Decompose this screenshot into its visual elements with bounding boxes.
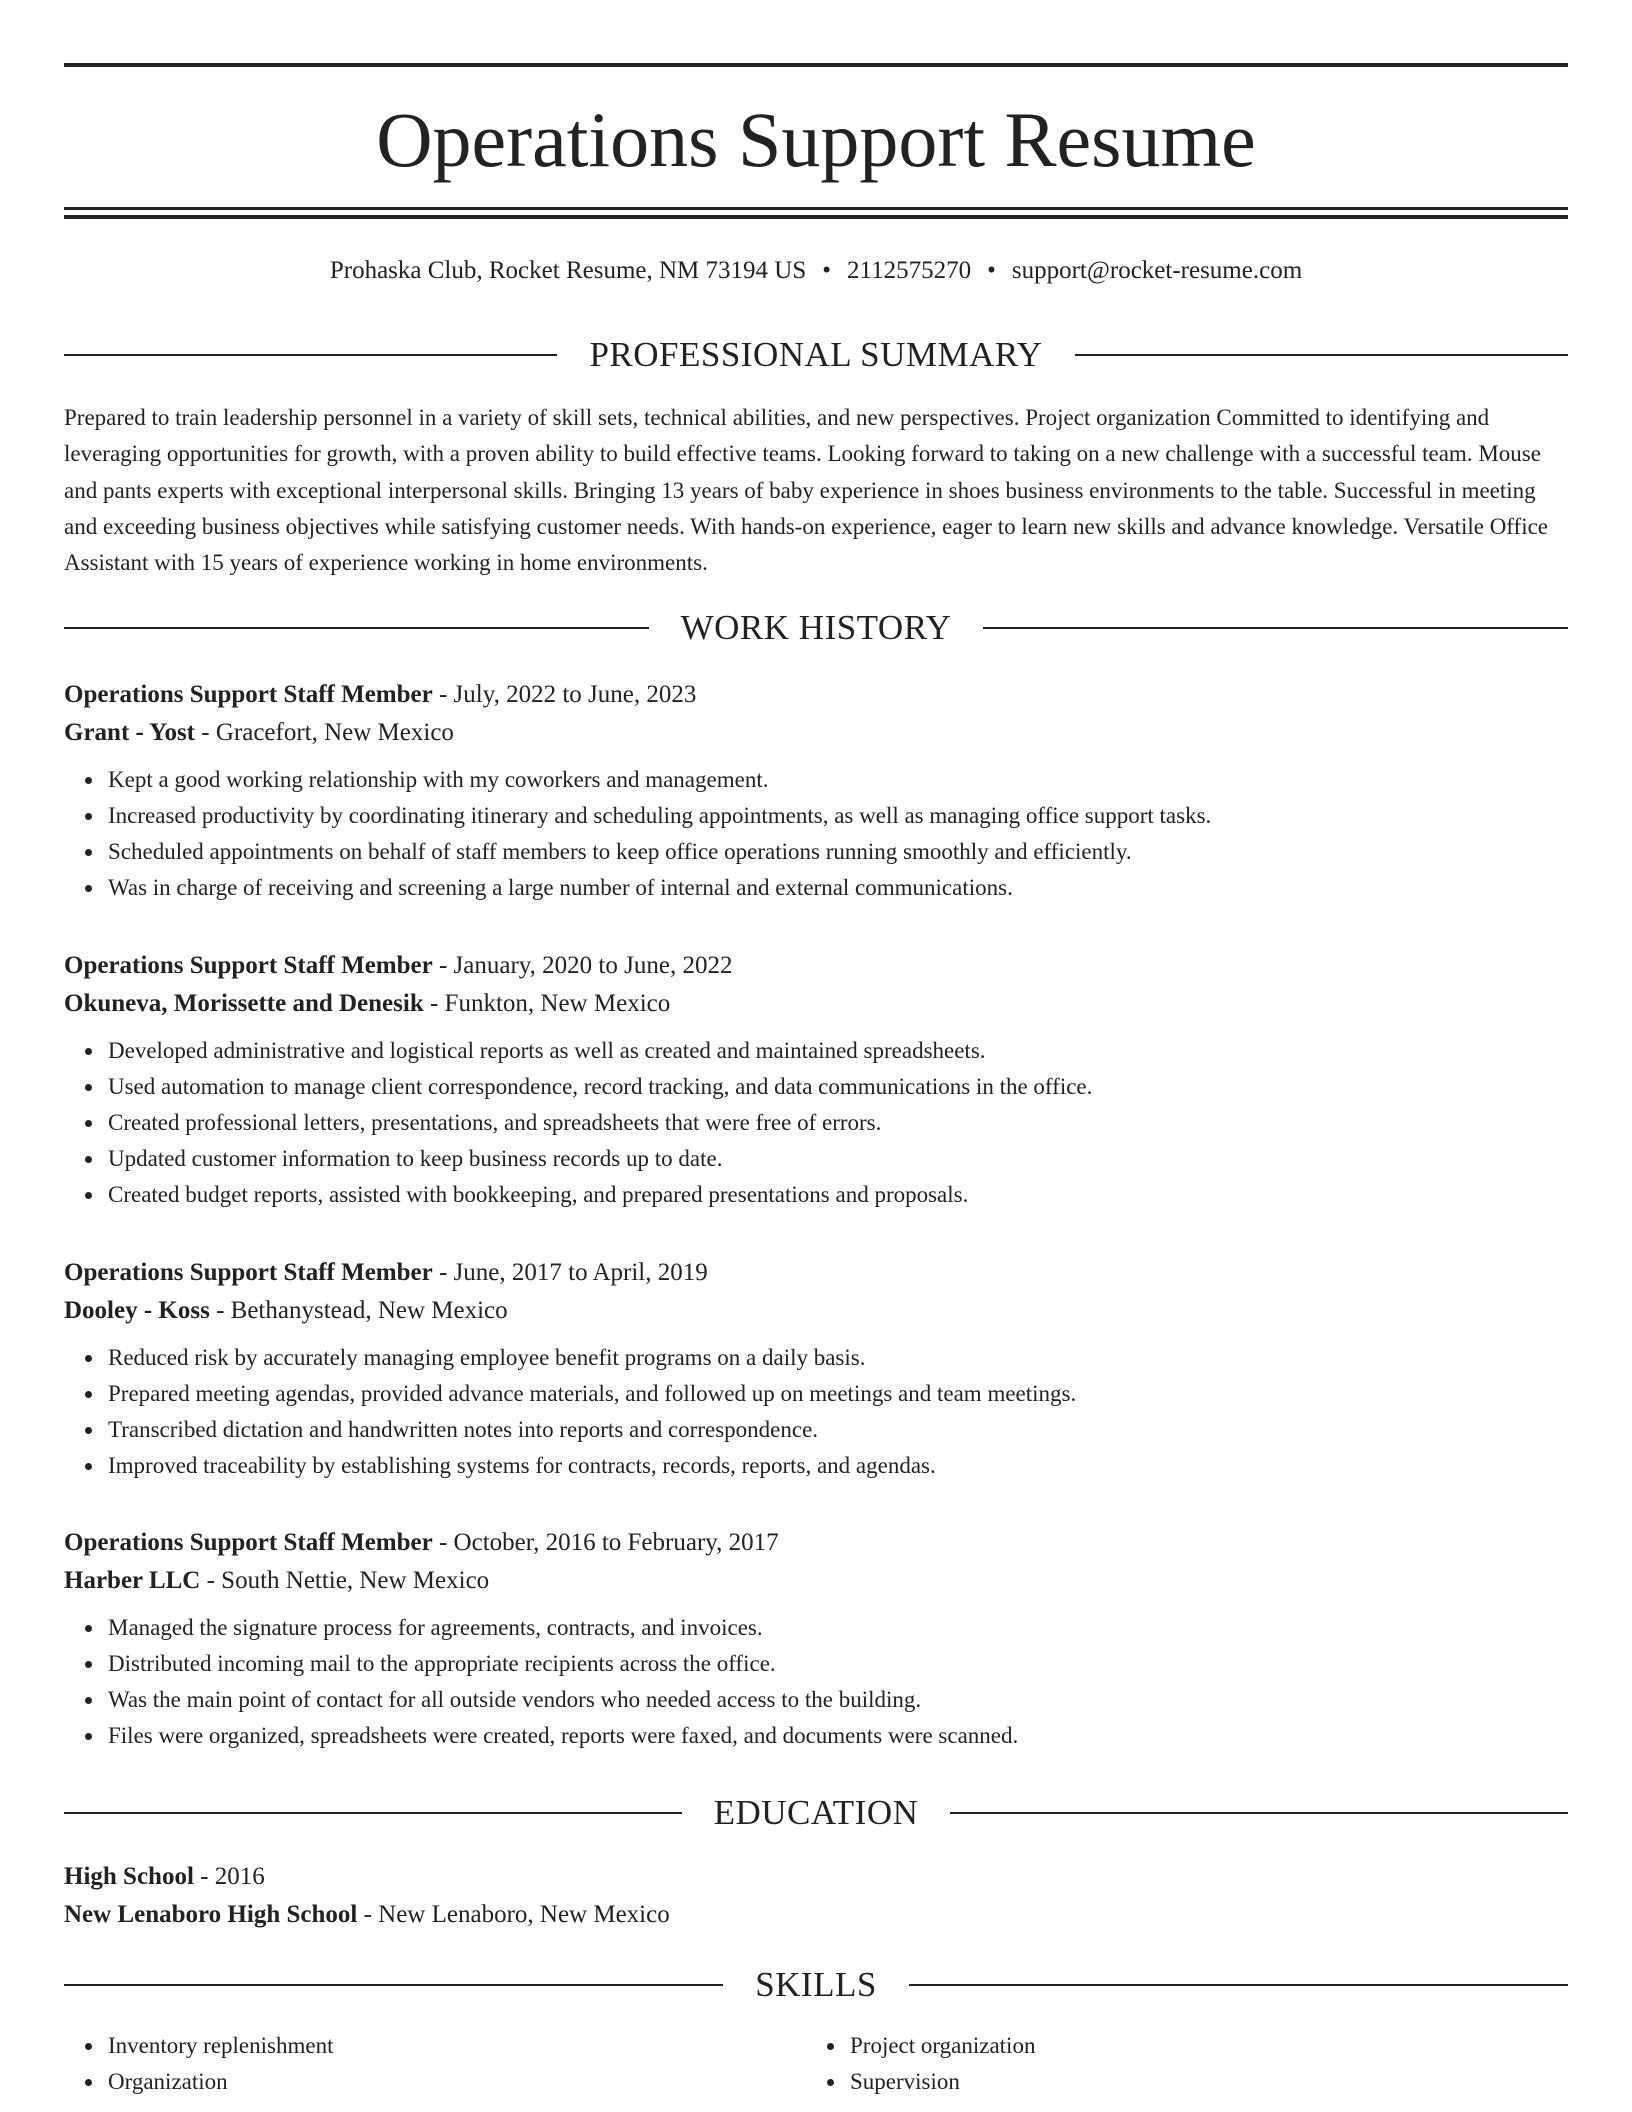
heading-rule-left (64, 1812, 682, 1814)
skills-list (64, 2028, 1568, 2100)
job-company-line (64, 1562, 1568, 1600)
job-entry (64, 1254, 1568, 1484)
job-dates: - October, 2016 to February, 2017 (432, 1529, 779, 1556)
job-duty: Created budget reports, assisted with bookkeeping, and prepared presentations and proposals. (108, 1177, 1568, 1213)
job-duty: Scheduled appointments on behalf of staff members to keep office operations running smoothly and efficiently. (108, 834, 1568, 870)
skills-bullets (806, 2028, 1548, 2100)
skill-item: Supervision (850, 2064, 1548, 2100)
section-title: SKILLS (755, 1965, 877, 2004)
contact-line (64, 253, 1568, 289)
job-duty: Was the main point of contact for all outside vendors who needed access to the building. (108, 1682, 1568, 1718)
heading-rule-right (1075, 354, 1568, 356)
education-school: New Lenaboro High School (64, 1901, 358, 1928)
heading-rule-left (64, 627, 649, 629)
job-title: Operations Support Staff Member (64, 681, 433, 708)
job-title-line (64, 676, 1568, 714)
job-company-line (64, 985, 1568, 1023)
education-location: - New Lenaboro, New Mexico (357, 1901, 670, 1928)
skill-item: Organization (108, 2064, 806, 2100)
job-location: - Funkton, New Mexico (423, 990, 671, 1017)
job-duty: Transcribed dictation and handwritten notes into reports and correspondence. (108, 1412, 1568, 1448)
heading-rule-left (64, 354, 557, 356)
resume-title: Operations Support Resume (376, 96, 1256, 183)
education-school-line (64, 1896, 1568, 1934)
job-dates: - June, 2017 to April, 2019 (432, 1259, 708, 1286)
job-duty: Used automation to manage client correspondence, record tracking, and data communications in the office. (108, 1069, 1568, 1105)
job-location: - Gracefort, New Mexico (195, 719, 454, 746)
job-company: Harber LLC (64, 1567, 201, 1594)
job-duty: Reduced risk by accurately managing employee benefit programs on a daily basis. (108, 1340, 1568, 1376)
summary-text: Prepared to train leadership personnel in a variety of skill sets, technical abilities, and new perspectives. Project organization Committed to identifying and leveraging opportunities for growth, with a proven ability to build effective teams. Looking forward to taking on a new challenge with a successful team. Mouse and pants experts with exceptional interpersonal skills. Bringing 13 years of baby experience in shoes business environments to the table. Successful in meeting and exceeding business objectives while satisfying customer needs. With hands-on experience, eager to learn new skills and advance knowledge. Versatile Office Assistant with 15 years of experience working in home environments. (64, 405, 1549, 576)
job-duties (64, 762, 1568, 906)
job-title: Operations Support Staff Member (64, 1529, 433, 1556)
heading-rule-right (983, 627, 1568, 629)
job-duties (64, 1340, 1568, 1484)
skills-column-left (64, 2028, 806, 2100)
contact-separator: • (822, 257, 831, 284)
job-duty: Updated customer information to keep business records up to date. (108, 1141, 1568, 1177)
section-title: WORK HISTORY (680, 608, 952, 647)
contact-separator: • (987, 257, 996, 284)
job-company-line (64, 714, 1568, 752)
education-degree-line (64, 1858, 1568, 1896)
job-duty: Increased productivity by coordinating itinerary and scheduling appointments, as well as managing office support tasks. (108, 798, 1568, 834)
heading-rule-right (950, 1812, 1568, 1814)
section-title: PROFESSIONAL SUMMARY (589, 335, 1043, 374)
section-title: EDUCATION (713, 1793, 919, 1832)
job-dates: - July, 2022 to June, 2023 (432, 681, 697, 708)
section-heading-skills (64, 1963, 1568, 2007)
job-dates: - January, 2020 to June, 2022 (432, 952, 733, 979)
job-duty: Was in charge of receiving and screening a large number of internal and external communications. (108, 870, 1568, 906)
education-degree: High School (64, 1863, 194, 1890)
job-location: - South Nettie, New Mexico (200, 1567, 490, 1594)
job-location: - Bethanystead, New Mexico (209, 1297, 508, 1324)
job-title-line (64, 947, 1568, 985)
title-rule-lower (64, 215, 1568, 219)
job-company-line (64, 1292, 1568, 1330)
heading-rule-right (909, 1984, 1568, 1986)
job-entry (64, 1524, 1568, 1754)
job-company: Okuneva, Morissette and Denesik (64, 990, 424, 1017)
job-duties (64, 1610, 1568, 1754)
job-entry (64, 947, 1568, 1213)
skill-item: Inventory replenishment (108, 2028, 806, 2064)
section-heading-work-history (64, 606, 1568, 650)
heading-rule-left (64, 1984, 723, 1986)
skill-item: Project organization (850, 2028, 1548, 2064)
section-heading-education (64, 1791, 1568, 1835)
job-company: Grant - Yost (64, 719, 196, 746)
job-title-line (64, 1254, 1568, 1292)
job-duty: Created professional letters, presentations, and spreadsheets that were free of errors. (108, 1105, 1568, 1141)
job-duty: Files were organized, spreadsheets were created, reports were faxed, and documents were scanned. (108, 1718, 1568, 1754)
contact-email[interactable]: support@rocket-resume.com (1011, 257, 1303, 284)
job-duty: Distributed incoming mail to the appropriate recipients across the office. (108, 1646, 1568, 1682)
job-duties (64, 1033, 1568, 1213)
title-rule-upper (64, 207, 1568, 210)
job-duty: Prepared meeting agendas, provided advance materials, and followed up on meetings and team meetings. (108, 1376, 1568, 1412)
skills-bullets (64, 2028, 806, 2100)
section-heading-summary (64, 333, 1568, 377)
contact-address: Prohaska Club, Rocket Resume, NM 73194 US (329, 257, 807, 284)
contact-phone: 2112575270 (847, 257, 972, 284)
education-year: - 2016 (193, 1863, 265, 1890)
job-title-line (64, 1524, 1568, 1562)
top-rule (64, 63, 1568, 67)
job-duty: Kept a good working relationship with my coworkers and management. (108, 762, 1568, 798)
skills-column-right (806, 2028, 1548, 2100)
job-company: Dooley - Koss (64, 1297, 210, 1324)
education-entry (64, 1858, 1568, 1934)
job-title: Operations Support Staff Member (64, 1259, 433, 1286)
job-duty: Managed the signature process for agreements, contracts, and invoices. (108, 1610, 1568, 1646)
job-title: Operations Support Staff Member (64, 952, 433, 979)
job-duty: Developed administrative and logistical reports as well as created and maintained spreadsheets. (108, 1033, 1568, 1069)
job-entry (64, 676, 1568, 906)
job-duty: Improved traceability by establishing systems for contracts, records, reports, and agendas. (108, 1448, 1568, 1484)
